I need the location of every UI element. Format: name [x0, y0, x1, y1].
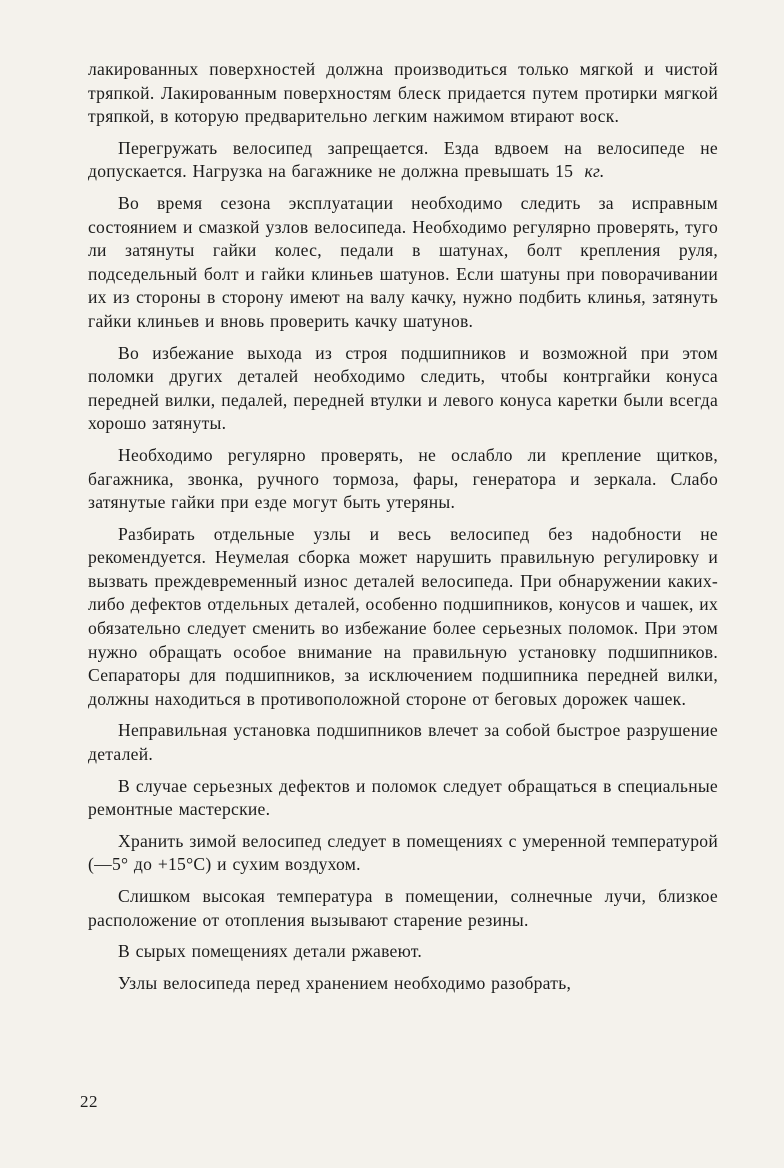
- body-text: [88, 58, 718, 995]
- paragraph-lacquer-care: лакированных поверхностей должна производиться только мягкой и чистой тряпкой. Лакированным поверхностям блеск придается путем протирки мягкой тряпкой, в которую предварительно легким нажимом втирают воск.: [88, 59, 718, 127]
- paragraph-repair-shops: В случае серьезных дефектов и поломок следует обращаться в специальные ремонтные мастерские.: [88, 775, 718, 820]
- paragraph-disassemble-before-storage: Узлы велосипеда перед хранением необходимо разобрать,: [118, 972, 572, 993]
- paragraph-winter-storage: Хранить зимой велосипед следует в помещениях с умеренной температурой (—5° до +15°С) и сухим воздухом.: [88, 830, 718, 875]
- page-number: 22: [80, 1092, 98, 1111]
- paragraph-disassembly: Разбирать отдельные узлы и весь велосипед без надобности не рекомендуется. Неумелая сборка может нарушить правильную регулировку и вызвать преждевременный износ деталей велосипеда. При обнаружении каких-либо дефектов отдельных деталей, особенно подшипников, конусов и чашек, их обязательно следует сменить во избежание более серьезных поломок. При этом нужно обращать особое внимание на правильную установку подшипников. Сепараторы для подшипников, за исключением подшипника передней вилки, должны находиться в противоположной стороне от беговых дорожек чашек.: [88, 523, 718, 709]
- paragraph-damp-rooms: В сырых помещениях детали ржавеют.: [118, 941, 423, 962]
- paragraph-bearings-locknuts: Во избежание выхода из строя подшипников и возможной при этом поломки других деталей необходимо следить, чтобы контргайки конуса передней вилки, педалей, передней втулки и левого конуса каретки были всегда хорошо затянуты.: [88, 342, 718, 434]
- paragraph-fastening-check: Необходимо регулярно проверять, не ослабло ли крепление щитков, багажника, звонка, ручного тормоза, фары, генератора и зеркала. Слабо затянутые гайки при езде могут быть утеряны.: [88, 444, 718, 513]
- paragraph-load-limit: [88, 137, 718, 184]
- paragraph-high-temperature: Слишком высокая температура в помещении, солнечные лучи, близкое расположение от отопления вызывают старение резины.: [88, 886, 718, 930]
- paragraph-wrong-installation: Неправильная установка подшипников влечет за собой быстрое разрушение деталей.: [88, 720, 718, 765]
- load-limit-text: Перегружать велосипед запрещается. Езда вдвоем на велосипеде не допускается. Нагрузка на багажнике не должна превышать 15: [88, 137, 718, 182]
- load-unit: кг.: [584, 161, 605, 182]
- paragraph-season-maintenance: Во время сезона эксплуатации необходимо следить за исправным состоянием и смазкой узлов велосипеда. Необходимо регулярно проверять, туго ли затянуты гайки колес, педали в шатунах, болт крепления руля, подседельный болт и гайки клиньев шатунов. Если шатуны при поворачивании их из стороны в сторону имеют на валу качку, нужно подбить клинья, затянуть гайки клиньев и вновь проверить качку шатунов.: [88, 192, 718, 331]
